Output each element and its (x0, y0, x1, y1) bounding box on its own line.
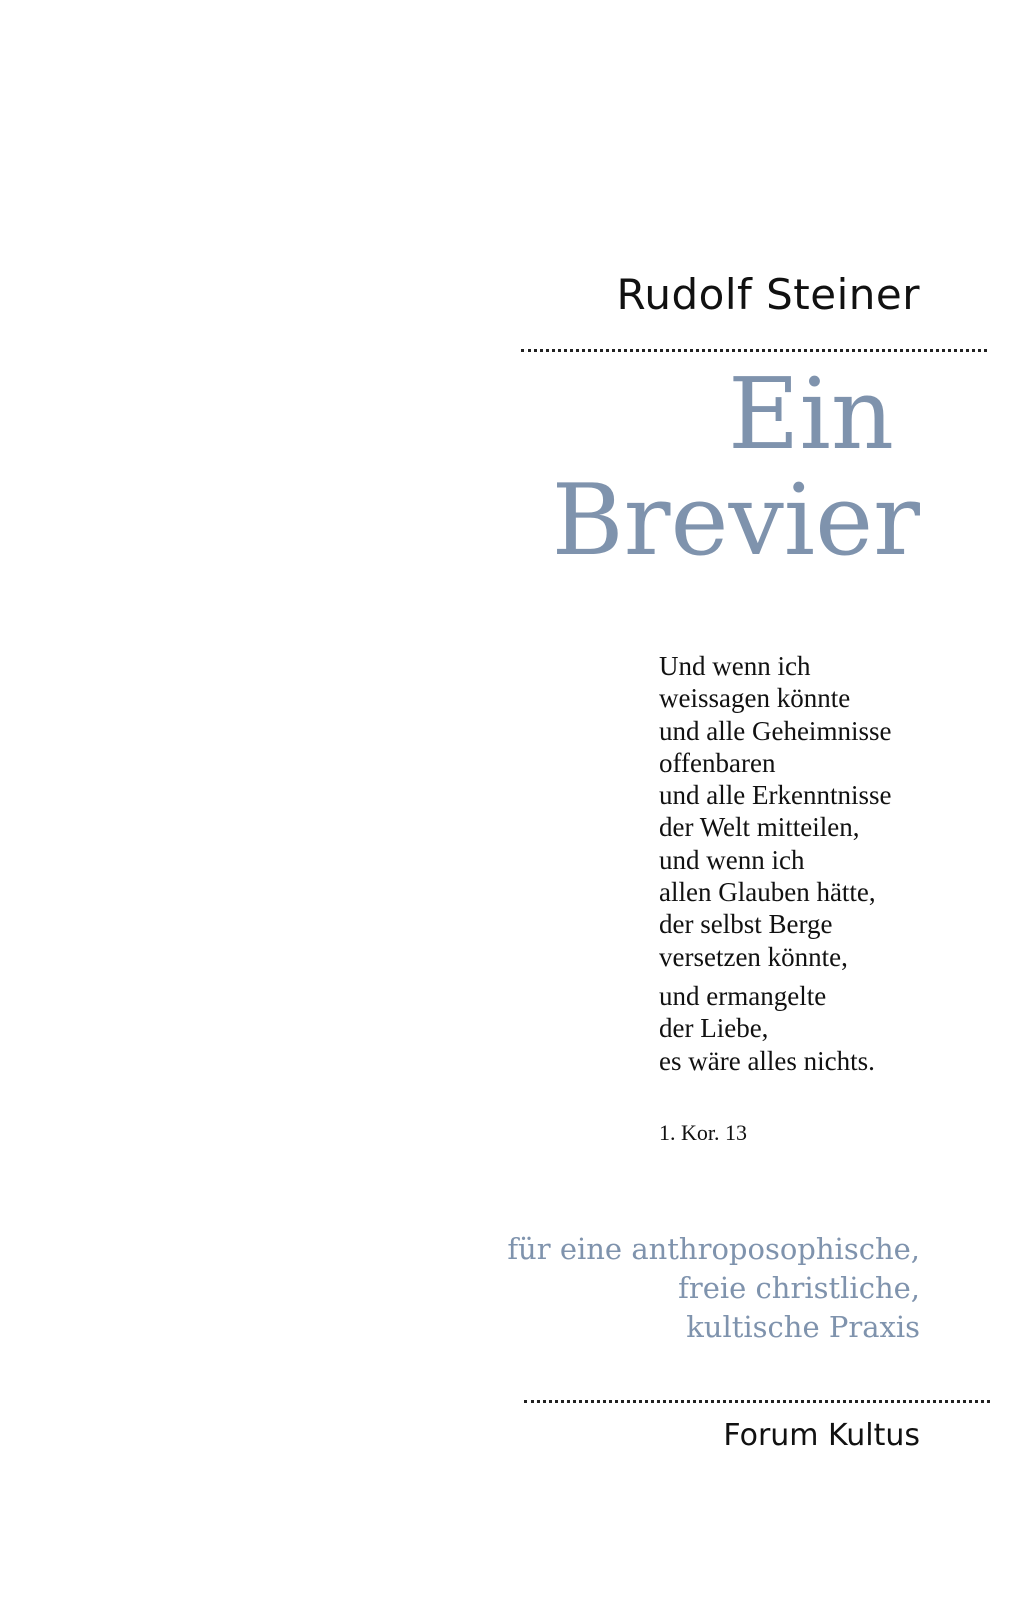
quote-line: weissagen könnte (659, 683, 851, 714)
title-line-2: Brevier (551, 464, 920, 578)
quote-line: der Liebe, (659, 1013, 769, 1044)
bottom-dotted-divider (524, 1400, 990, 1403)
epigraph-quote (659, 650, 891, 1077)
subtitle-line: freie christliche, (678, 1271, 920, 1305)
quote-line: offenbaren (659, 747, 776, 778)
quote-line: versetzen könnte, (659, 941, 848, 972)
author-name: Rudolf Steiner (616, 270, 920, 319)
quote-line: und wenn ich (659, 844, 805, 875)
quote-line: und alle Geheimnisse (659, 715, 892, 746)
title-line-1: Ein (728, 358, 894, 472)
quote-line: der selbst Berge (659, 909, 833, 940)
subtitle-line: für eine anthroposophische, (507, 1232, 920, 1266)
quote-line: allen Glauben hätte, (659, 877, 876, 908)
quote-line: und alle Erkenntnisse (659, 780, 892, 811)
top-dotted-divider (521, 349, 987, 352)
subtitle (507, 1230, 920, 1347)
quote-citation: 1. Kor. 13 (659, 1120, 747, 1145)
quote-line: es wäre alles nichts. (659, 1045, 875, 1076)
quote-line: der Welt mitteilen, (659, 812, 860, 843)
quote-line: Und wenn ich (659, 651, 811, 681)
subtitle-line: kultische Praxis (686, 1310, 920, 1344)
quote-line: und ermangelte (659, 980, 827, 1011)
publisher-name: Forum Kultus (723, 1418, 920, 1453)
